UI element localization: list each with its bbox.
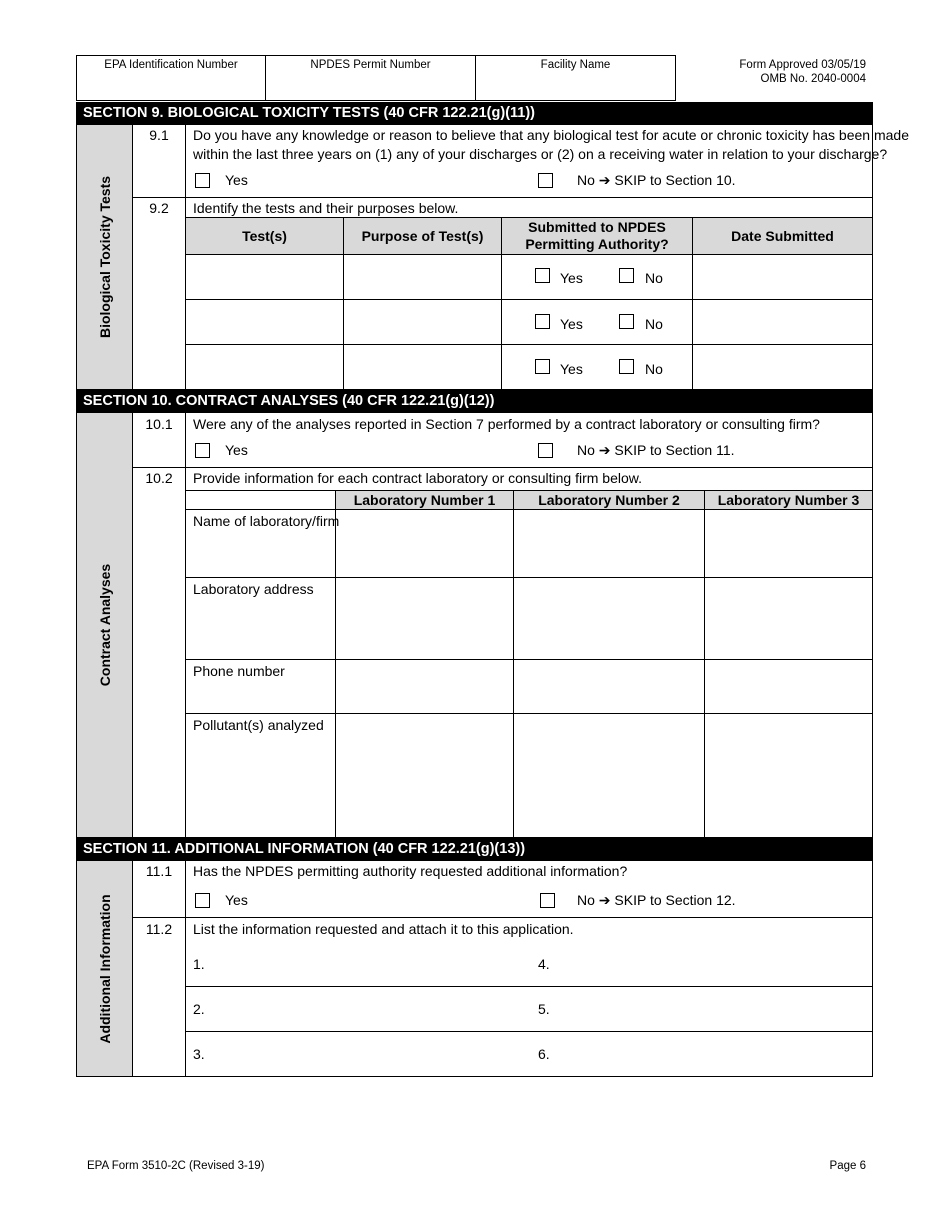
- lab1-pollutants-field[interactable]: [336, 714, 512, 837]
- q10-1-number: 10.1: [145, 416, 173, 432]
- test-row-2-tests[interactable]: [186, 300, 342, 343]
- lab3-name-field[interactable]: [705, 510, 872, 576]
- lab-row-pollutants-label: Pollutant(s) analyzed: [193, 717, 324, 733]
- lab1-header: [335, 490, 514, 510]
- test-row-2-purpose[interactable]: [344, 300, 500, 343]
- form-approval: [676, 58, 866, 86]
- col-submitted-label-2: Permitting Authority?: [525, 236, 669, 252]
- test-row-3-no-label: No: [645, 361, 663, 377]
- info-item-5: 5.: [538, 1001, 550, 1017]
- section9-side: [76, 124, 133, 390]
- q10-1-no-checkbox[interactable]: [538, 443, 553, 458]
- col-purpose-header: [343, 217, 502, 255]
- test-row-1-yes-label: Yes: [560, 270, 583, 286]
- lab3-address-field[interactable]: [705, 578, 872, 658]
- col-submitted-label-1: Submitted to NPDES: [528, 219, 666, 235]
- q9-1-yes-label: Yes: [225, 172, 248, 188]
- test-row-1-no-checkbox[interactable]: [619, 268, 634, 283]
- info-item-5-field[interactable]: [555, 988, 870, 1030]
- test-row-1-purpose[interactable]: [344, 255, 500, 298]
- npdes-permit-field[interactable]: [265, 55, 476, 101]
- omb-number: OMB No. 2040-0004: [760, 73, 866, 85]
- test-row-3-yes-checkbox[interactable]: [535, 359, 550, 374]
- lab3-phone-field[interactable]: [705, 660, 872, 712]
- q9-2-number: 9.2: [149, 200, 169, 216]
- section9-title: SECTION 9. BIOLOGICAL TOXICITY TESTS (40 CFR 122.21(g)(11)): [76, 102, 873, 124]
- lab2-name-field[interactable]: [514, 510, 703, 576]
- lab1-label: Laboratory Number 1: [353, 491, 496, 508]
- test-row-1-tests[interactable]: [186, 255, 342, 298]
- lab2-pollutants-field[interactable]: [514, 714, 703, 837]
- test-row-3-no-checkbox[interactable]: [619, 359, 634, 374]
- info-item-4: 4.: [538, 956, 550, 972]
- section11-side-label: Additional Information: [96, 893, 113, 1044]
- q11-divider: [132, 917, 873, 918]
- test-col-divider: [501, 254, 502, 390]
- info-item-1-field[interactable]: [210, 942, 530, 984]
- lab3-label: Laboratory Number 3: [717, 491, 860, 508]
- section10-side: [76, 412, 133, 838]
- lab2-label: Laboratory Number 2: [538, 491, 680, 508]
- q11-1-text: Has the NPDES permitting authority requested additional information?: [193, 863, 628, 879]
- q10-1-yes-checkbox[interactable]: [195, 443, 210, 458]
- col-tests-header: [185, 217, 344, 255]
- facility-name-field[interactable]: [475, 55, 676, 101]
- epa-id-field[interactable]: [76, 55, 266, 101]
- info-item-1: 1.: [193, 956, 205, 972]
- lab-row-phone-label: Phone number: [193, 663, 285, 679]
- q11-1-no-label: No ➔ SKIP to Section 12.: [577, 892, 736, 908]
- q10-2-number: 10.2: [145, 470, 173, 486]
- q11-2-number: 11.2: [145, 921, 173, 937]
- form-id-footer: EPA Form 3510-2C (Revised 3-19): [87, 1160, 265, 1172]
- lab3-pollutants-field[interactable]: [705, 714, 872, 837]
- col-date-label: Date Submitted: [731, 227, 834, 244]
- info-item-3-field[interactable]: [210, 1033, 530, 1075]
- section11-num-col: [132, 860, 186, 1077]
- section9-side-label: Biological Toxicity Tests: [96, 175, 113, 339]
- info-row-divider: [185, 986, 873, 987]
- test-row-2-yes-checkbox[interactable]: [535, 314, 550, 329]
- test-row-2-no-label: No: [645, 316, 663, 332]
- section11-side: [76, 860, 133, 1077]
- lab1-name-field[interactable]: [336, 510, 512, 576]
- section11-title: SECTION 11. ADDITIONAL INFORMATION (40 CFR 122.21(g)(13)): [76, 838, 873, 860]
- q11-1-no-checkbox[interactable]: [540, 893, 555, 908]
- section10-title: SECTION 10. CONTRACT ANALYSES (40 CFR 122.21(g)(12)): [76, 390, 873, 412]
- col-date-header: [692, 217, 873, 255]
- col-submitted-header: [501, 217, 693, 255]
- test-row-3-date[interactable]: [693, 345, 872, 389]
- lab1-phone-field[interactable]: [336, 660, 512, 712]
- lab2-header: [513, 490, 705, 510]
- facility-name-label: Facility Name: [540, 59, 611, 71]
- col-tests-label: Test(s): [242, 227, 287, 244]
- page-number: Page 6: [829, 1160, 866, 1172]
- q11-1-yes-checkbox[interactable]: [195, 893, 210, 908]
- section10-side-label: Contract Analyses: [96, 563, 113, 687]
- q9-1-line2: within the last three years on (1) any of your discharges or (2) on a receiving water in relation to your discharge?: [193, 146, 888, 162]
- lab3-header: [704, 490, 873, 510]
- test-row-2-no-checkbox[interactable]: [619, 314, 634, 329]
- lab-row-address-label: Laboratory address: [193, 581, 314, 597]
- q9-1-line1: Do you have any knowledge or reason to believe that any biological test for acute or chronic toxicity has been made: [193, 127, 909, 143]
- q10-1-text: Were any of the analyses reported in Section 7 performed by a contract laboratory or consulting firm?: [193, 416, 820, 432]
- info-item-6-field[interactable]: [555, 1033, 870, 1075]
- q9-2-text: Identify the tests and their purposes below.: [193, 200, 459, 216]
- test-row-1-no-label: No: [645, 270, 663, 286]
- col-purpose-label: Purpose of Test(s): [361, 227, 484, 244]
- test-row-2-date[interactable]: [693, 300, 872, 343]
- test-row-1-date[interactable]: [693, 255, 872, 298]
- test-row-3-tests[interactable]: [186, 345, 342, 389]
- info-item-3: 3.: [193, 1046, 205, 1062]
- q10-1-yes-label: Yes: [225, 442, 248, 458]
- q9-divider: [132, 197, 873, 198]
- q10-2-text: Provide information for each contract laboratory or consulting firm below.: [193, 470, 642, 486]
- section9-num-col: [132, 124, 186, 390]
- lab-row-name-label: Name of laboratory/firm: [193, 513, 340, 529]
- lab1-address-field[interactable]: [336, 578, 512, 658]
- info-item-2: 2.: [193, 1001, 205, 1017]
- test-row-1-yes-checkbox[interactable]: [535, 268, 550, 283]
- info-item-2-field[interactable]: [210, 988, 530, 1030]
- test-row-3-purpose[interactable]: [344, 345, 500, 389]
- q11-2-text: List the information requested and attach it to this application.: [193, 921, 574, 937]
- q9-1-number: 9.1: [149, 127, 169, 143]
- lab2-phone-field[interactable]: [514, 660, 703, 712]
- test-row-2-yes-label: Yes: [560, 316, 583, 332]
- info-row-divider: [185, 1031, 873, 1032]
- test-row-3-yes-label: Yes: [560, 361, 583, 377]
- q10-1-no-label: No ➔ SKIP to Section 11.: [577, 442, 735, 458]
- q9-1-yes-checkbox[interactable]: [195, 173, 210, 188]
- info-item-6: 6.: [538, 1046, 550, 1062]
- q9-1-no-checkbox[interactable]: [538, 173, 553, 188]
- lab2-address-field[interactable]: [514, 578, 703, 658]
- q10-divider: [132, 467, 873, 468]
- q9-1-no-label: No ➔ SKIP to Section 10.: [577, 172, 736, 188]
- epa-id-label: EPA Identification Number: [104, 59, 238, 71]
- form-approved-date: Form Approved 03/05/19: [739, 59, 866, 71]
- q11-1-number: 11.1: [145, 863, 173, 879]
- npdes-permit-label: NPDES Permit Number: [310, 59, 431, 71]
- q11-1-yes-label: Yes: [225, 892, 248, 908]
- info-item-4-field[interactable]: [555, 942, 870, 984]
